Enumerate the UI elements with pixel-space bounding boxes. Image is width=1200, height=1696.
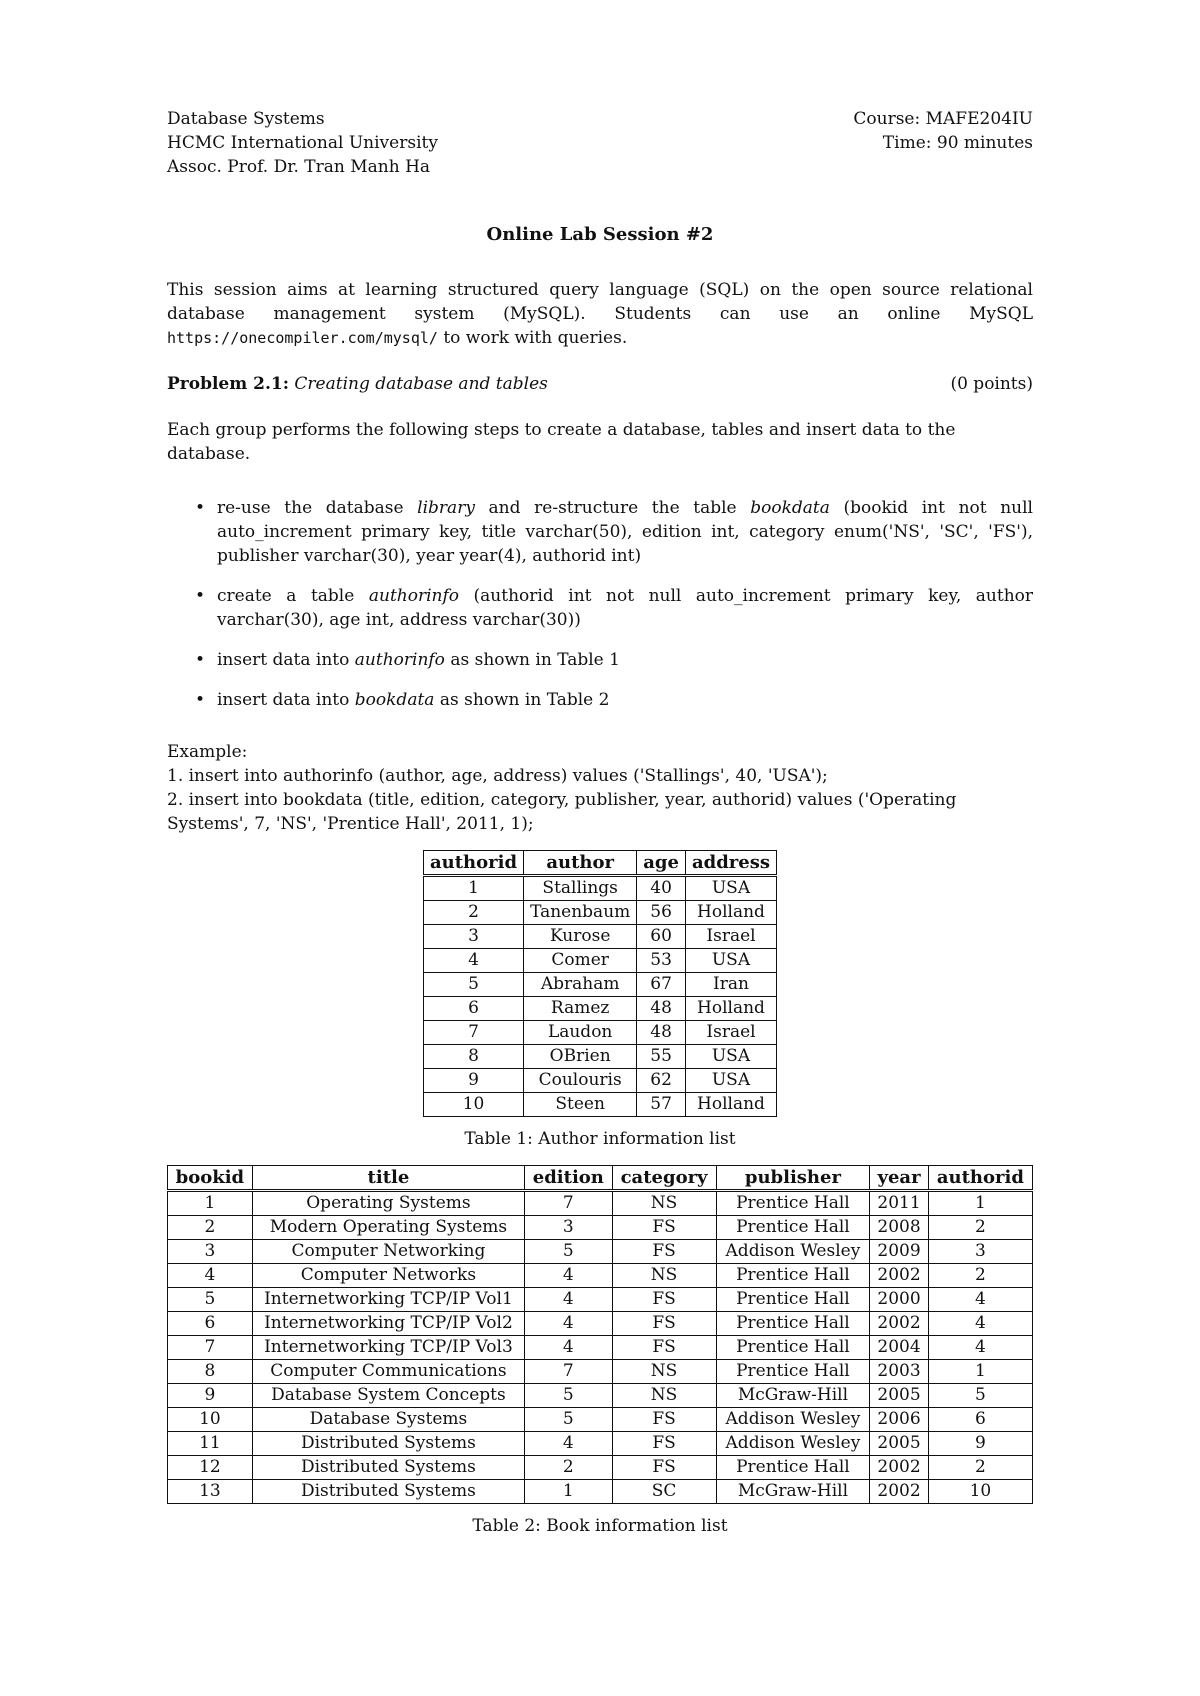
table-cell: 2008 — [870, 1216, 929, 1240]
table-row — [168, 1240, 1033, 1264]
column-header-age: age — [637, 851, 686, 876]
table-cell: FS — [612, 1432, 716, 1456]
table-cell: Prentice Hall — [716, 1288, 870, 1312]
table-cell: USA — [685, 949, 776, 973]
author-table — [423, 850, 777, 1117]
table-cell: 4 — [168, 1264, 253, 1288]
column-header-address: address — [685, 851, 776, 876]
table-cell: 2000 — [870, 1288, 929, 1312]
table-cell: 2 — [525, 1456, 613, 1480]
problem-title: Creating database and tables — [294, 374, 548, 394]
table-cell: Prentice Hall — [716, 1336, 870, 1360]
table-cell: 12 — [168, 1456, 253, 1480]
document-title: Online Lab Session #2 — [486, 224, 714, 245]
table-cell: 60 — [637, 925, 686, 949]
table-cell: 1 — [423, 876, 523, 901]
problem-points: (0 points) — [950, 374, 1033, 394]
table-cell: 13 — [168, 1480, 253, 1504]
table-cell: Prentice Hall — [716, 1264, 870, 1288]
table-cell: Addison Wesley — [716, 1432, 870, 1456]
table-cell: Prentice Hall — [716, 1456, 870, 1480]
column-header-author: author — [524, 851, 637, 876]
table-cell: 6 — [928, 1408, 1032, 1432]
table-cell: Distributed Systems — [252, 1480, 524, 1504]
table-cell: 5 — [928, 1384, 1032, 1408]
table-cell: Modern Operating Systems — [252, 1216, 524, 1240]
list-item: • insert data into authorinfo as shown in Table 1 — [217, 648, 1033, 672]
table-cell: Ramez — [524, 997, 637, 1021]
table-cell: 2011 — [870, 1191, 929, 1216]
table-cell: Holland — [685, 997, 776, 1021]
table-row — [168, 1360, 1033, 1384]
table-cell: 1 — [928, 1191, 1032, 1216]
table-row — [423, 1093, 776, 1117]
table-cell: 9 — [168, 1384, 253, 1408]
table-cell: 3 — [928, 1240, 1032, 1264]
table-row — [423, 1069, 776, 1093]
table1-caption: Table 1: Author information list — [464, 1129, 736, 1149]
table-cell: OBrien — [524, 1045, 637, 1069]
table-cell: 7 — [168, 1336, 253, 1360]
table-cell: 4 — [525, 1264, 613, 1288]
list-item: • insert data into bookdata as shown in Table 2 — [217, 688, 1033, 712]
course-code: Course: MAFE204IU — [853, 109, 1033, 129]
table-cell: 4 — [525, 1312, 613, 1336]
table-cell: 1 — [928, 1360, 1032, 1384]
table-cell: 4 — [928, 1336, 1032, 1360]
table-row — [168, 1432, 1033, 1456]
header-left — [167, 107, 438, 179]
table-cell: 2009 — [870, 1240, 929, 1264]
table-cell: 2002 — [870, 1312, 929, 1336]
table-cell: 4 — [423, 949, 523, 973]
table-row — [423, 949, 776, 973]
table-cell: 4 — [928, 1288, 1032, 1312]
table-row — [168, 1336, 1033, 1360]
document-page — [167, 107, 1033, 1538]
column-header-edition: edition — [525, 1166, 613, 1191]
table-cell: Addison Wesley — [716, 1240, 870, 1264]
table-cell: 55 — [637, 1045, 686, 1069]
table-row — [168, 1312, 1033, 1336]
table-cell: FS — [612, 1312, 716, 1336]
table-cell: 7 — [423, 1021, 523, 1045]
table-cell: Coulouris — [524, 1069, 637, 1093]
table-cell: Iran — [685, 973, 776, 997]
table-cell: Computer Communications — [252, 1360, 524, 1384]
table-cell: 2002 — [870, 1456, 929, 1480]
table-row — [423, 925, 776, 949]
table-cell: Internetworking TCP/IP Vol1 — [252, 1288, 524, 1312]
table-cell: 1 — [525, 1480, 613, 1504]
table-cell: 10 — [168, 1408, 253, 1432]
table-cell: 2 — [168, 1216, 253, 1240]
table-cell: 5 — [525, 1408, 613, 1432]
table-row — [423, 876, 776, 901]
table-cell: Operating Systems — [252, 1191, 524, 1216]
table-cell: Stallings — [524, 876, 637, 901]
table-cell: FS — [612, 1408, 716, 1432]
table-cell: Prentice Hall — [716, 1216, 870, 1240]
table-row — [423, 1021, 776, 1045]
table-cell: FS — [612, 1216, 716, 1240]
table-cell: 48 — [637, 997, 686, 1021]
table-cell: 1 — [168, 1191, 253, 1216]
table-cell: 4 — [928, 1312, 1032, 1336]
problem-heading — [167, 372, 1033, 396]
table-cell: 3 — [168, 1240, 253, 1264]
table-header-row — [423, 851, 776, 876]
table-cell: 9 — [928, 1432, 1032, 1456]
column-header-authorid: authorid — [423, 851, 523, 876]
table-cell: USA — [685, 1045, 776, 1069]
table-cell: Distributed Systems — [252, 1432, 524, 1456]
table-cell: 53 — [637, 949, 686, 973]
table-cell: Kurose — [524, 925, 637, 949]
table-row — [423, 1045, 776, 1069]
intro-text-after: to work with queries. — [437, 328, 628, 348]
table-cell: 3 — [423, 925, 523, 949]
table-row — [168, 1191, 1033, 1216]
table-cell: FS — [612, 1288, 716, 1312]
table-cell: USA — [685, 876, 776, 901]
table-cell: Laudon — [524, 1021, 637, 1045]
table-cell: 4 — [525, 1432, 613, 1456]
table-row — [168, 1264, 1033, 1288]
table-row — [168, 1216, 1033, 1240]
intro-text: This session aims at learning structured query language (SQL) on the open source relational database management system (MySQL). Students can use an online MySQL — [167, 280, 1033, 324]
intro-paragraph — [167, 278, 1033, 350]
table-cell: 2002 — [870, 1264, 929, 1288]
example-line-1: 1. insert into authorinfo (author, age, address) values ('Stallings', 40, 'USA'); — [167, 766, 828, 786]
table-cell: 67 — [637, 973, 686, 997]
table-cell: 9 — [423, 1069, 523, 1093]
compiler-link[interactable]: https://onecompiler.com/mysql/ — [167, 329, 438, 347]
table-cell: 2 — [423, 901, 523, 925]
book-table — [167, 1165, 1033, 1504]
time-limit: Time: 90 minutes — [882, 133, 1033, 153]
column-header-bookid: bookid — [168, 1166, 253, 1191]
table-cell: 40 — [637, 876, 686, 901]
page-header — [167, 107, 1033, 179]
table-cell: SC — [612, 1480, 716, 1504]
table-cell: 62 — [637, 1069, 686, 1093]
table-cell: McGraw-Hill — [716, 1384, 870, 1408]
table-cell: 8 — [423, 1045, 523, 1069]
table-cell: 4 — [525, 1336, 613, 1360]
table-cell: Prentice Hall — [716, 1312, 870, 1336]
instructor-name: Assoc. Prof. Dr. Tran Manh Ha — [167, 157, 431, 177]
table-cell: 5 — [525, 1240, 613, 1264]
table-row — [423, 997, 776, 1021]
table-cell: Database System Concepts — [252, 1384, 524, 1408]
table-row — [168, 1480, 1033, 1504]
table-cell: Addison Wesley — [716, 1408, 870, 1432]
table-cell: 2003 — [870, 1360, 929, 1384]
table-cell: 6 — [423, 997, 523, 1021]
table2-caption: Table 2: Book information list — [472, 1516, 728, 1536]
table-cell: 2 — [928, 1264, 1032, 1288]
table-cell: Israel — [685, 1021, 776, 1045]
table-header-row — [168, 1166, 1033, 1191]
list-item: • re-use the database library and re-structure the table bookdata (bookid int not null auto_increment primary key, title varchar(50), edition int, category enum('NS', 'SC', 'FS'), publisher varchar(30), year year(4), authorid int) — [217, 496, 1033, 568]
table-cell: NS — [612, 1191, 716, 1216]
problem-label: Problem 2.1: — [167, 374, 289, 394]
table-cell: 48 — [637, 1021, 686, 1045]
table-cell: Internetworking TCP/IP Vol2 — [252, 1312, 524, 1336]
table-cell: 3 — [525, 1216, 613, 1240]
column-header-publisher: publisher — [716, 1166, 870, 1191]
table-cell: Database Systems — [252, 1408, 524, 1432]
table-cell: NS — [612, 1360, 716, 1384]
table-cell: 10 — [423, 1093, 523, 1117]
example-line-2: 2. insert into bookdata (title, edition, category, publisher, year, authorid) values ('Operating Systems', 7, 'NS', 'Prentice Hall', 2011, 1); — [167, 790, 957, 834]
table-cell: Computer Networks — [252, 1264, 524, 1288]
table-cell: Internetworking TCP/IP Vol3 — [252, 1336, 524, 1360]
table-cell: USA — [685, 1069, 776, 1093]
table-cell: Prentice Hall — [716, 1191, 870, 1216]
example-label: Example: — [167, 742, 248, 762]
table-cell: 4 — [525, 1288, 613, 1312]
table-cell: 5 — [168, 1288, 253, 1312]
table-cell: 7 — [525, 1191, 613, 1216]
column-header-title: title — [252, 1166, 524, 1191]
table-cell: Prentice Hall — [716, 1360, 870, 1384]
table-cell: 2 — [928, 1456, 1032, 1480]
table-cell: 2005 — [870, 1432, 929, 1456]
table-row — [423, 973, 776, 997]
table-cell: 57 — [637, 1093, 686, 1117]
table-row — [423, 901, 776, 925]
table-cell: 7 — [525, 1360, 613, 1384]
table-cell: NS — [612, 1264, 716, 1288]
table-cell: 2004 — [870, 1336, 929, 1360]
table-cell: 5 — [423, 973, 523, 997]
column-header-category: category — [612, 1166, 716, 1191]
steps-list — [167, 496, 1033, 712]
table-cell: Abraham — [524, 973, 637, 997]
table-cell: Steen — [524, 1093, 637, 1117]
table-cell: FS — [612, 1336, 716, 1360]
table-cell: Holland — [685, 1093, 776, 1117]
example-block — [167, 740, 1033, 836]
table-cell: 8 — [168, 1360, 253, 1384]
table-row — [168, 1384, 1033, 1408]
table-cell: Computer Networking — [252, 1240, 524, 1264]
column-header-authorid: authorid — [928, 1166, 1032, 1191]
table-cell: Israel — [685, 925, 776, 949]
column-header-year: year — [870, 1166, 929, 1191]
table-cell: Comer — [524, 949, 637, 973]
steps-intro: Each group performs the following steps to create a database, tables and insert data to the database. — [167, 420, 956, 464]
table-cell: 56 — [637, 901, 686, 925]
university-name: HCMC International University — [167, 133, 438, 153]
table-cell: Holland — [685, 901, 776, 925]
list-item: • create a table authorinfo (authorid int not null auto_increment primary key, author varchar(30), age int, address varchar(30)) — [217, 584, 1033, 632]
header-right — [853, 107, 1033, 179]
table-cell: 2 — [928, 1216, 1032, 1240]
table-cell: 10 — [928, 1480, 1032, 1504]
table-cell: 5 — [525, 1384, 613, 1408]
table-row — [168, 1456, 1033, 1480]
table-row — [168, 1408, 1033, 1432]
table-cell: Distributed Systems — [252, 1456, 524, 1480]
table-cell: Tanenbaum — [524, 901, 637, 925]
table-cell: 11 — [168, 1432, 253, 1456]
table-cell: McGraw-Hill — [716, 1480, 870, 1504]
table-cell: 2006 — [870, 1408, 929, 1432]
table-cell: 2002 — [870, 1480, 929, 1504]
course-title: Database Systems — [167, 109, 325, 129]
table-cell: 2005 — [870, 1384, 929, 1408]
table-cell: 6 — [168, 1312, 253, 1336]
table-cell: NS — [612, 1384, 716, 1408]
table-cell: FS — [612, 1240, 716, 1264]
table-row — [168, 1288, 1033, 1312]
table-cell: FS — [612, 1456, 716, 1480]
